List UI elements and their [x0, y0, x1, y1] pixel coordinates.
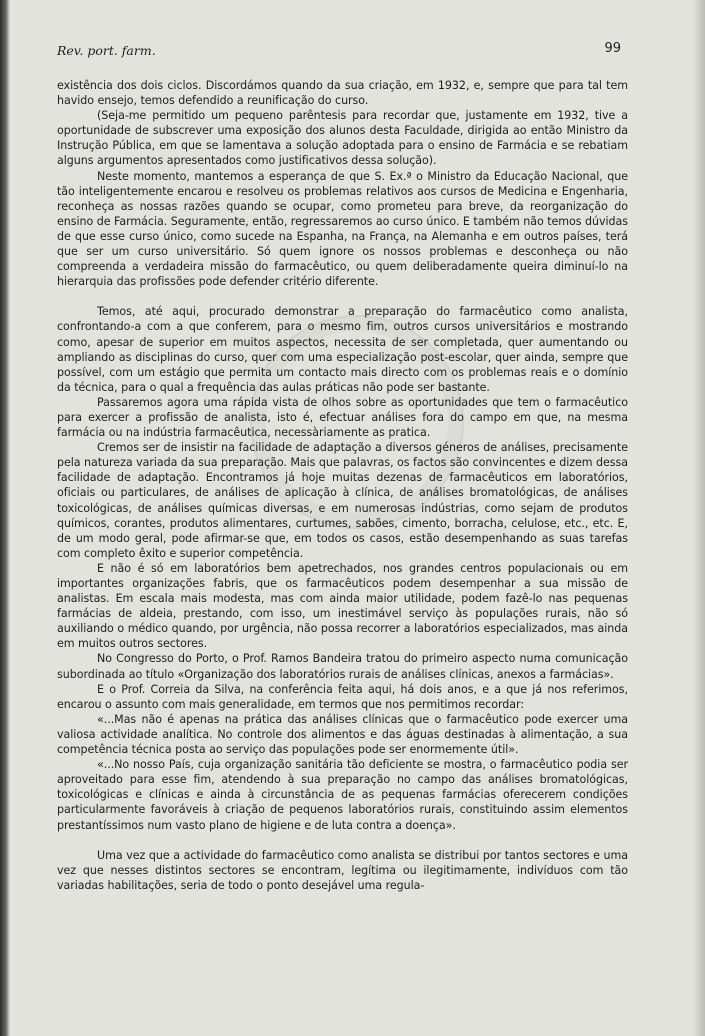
paragraph-4: Temos, até aqui, procurado demonstrar a preparação do farmacêutico como analista, confrontando-a com a que conferem, para o mesmo fim, outros cursos universitários e mostrando como, apesar de superior em muitos aspectos, necessita de ser completada, quer aumentando ou ampliando as disciplinas do curso, quer com uma especialização post-escolar, quer ainda, sempre que possível, com um estágio que permita um contacto mais directo com os problemas reais e o domínio da técnica, para o qual a frequência das aulas práticas não pode ser bastante. [57, 305, 628, 394]
paragraph-5: Passaremos agora uma rápida vista de olhos sobre as oportunidades que tem o farmacêutico para exercer a profissão de analista, isto é, efectuar análises fora do campo em que, na mesma farmácia ou na indústria farmacêutica, necessàriamente as pratica. [57, 395, 628, 440]
paragraph-9: E o Prof. Correia da Silva, na conferência feita aqui, há dois anos, e a que já nos referimos, encarou o assunto com mais generalidade, em termos que nos permitimos recordar: [57, 682, 628, 711]
running-header [57, 41, 621, 61]
page-number: 99 [604, 41, 621, 56]
paragraph-1: existência dos dois ciclos. Discordámos quando da sua criação, em 1932, e, sempre que para tal tem havido ensejo, temos defendido a reunificação do curso. [57, 79, 628, 108]
article-body [57, 78, 628, 893]
paragraph-10: Uma vez que a actividade do farmacêutico como analista se distribui por tantos sectores e uma vez que nesses distintos sectores se encontram, legítima ou ilegitimamente, indivíduos com tão variadas habilitações, seria de todo o ponto desejável uma regula- [57, 848, 628, 892]
paragraph-8: No Congresso do Porto, o Prof. Ramos Bandeira tratou do primeiro aspecto numa comunicação subordinada ao título «Organização dos laboratórios rurais de análises clínicas, anexos a farmácias». [57, 652, 628, 681]
paragraph-2: (Seja-me permitido um pequeno parêntesis para recordar que, justamente em 1932, tive a oportunidade de subscrever uma exposição dos alunos desta Faculdade, dirigida ao então Ministro da Instrução Pública, em que se lamentava a solução adoptada para o ensino de Farmácia e se rebatiam alguns argumentos apresentados como justificativos dessa solução). [57, 109, 628, 168]
journal-title: Rev. port. farm. [57, 43, 156, 58]
paragraph-7: E não é só em laboratórios bem apetrechados, nos grandes centros populacionais ou em importantes organizações fabris, que os farmacêuticos podem desempenhar a sua missão de analistas. Em escala mais modesta, mas com ainda maior utilidade, podem fazê-lo nas pequenas farmácias de aldeia, prestando, com isso, um inestimável serviço às populações rurais, não só auxiliando o médico quando, por urgência, não possa recorrer a laboratórios especializados, mas ainda em muitos outros sectores. [57, 561, 628, 651]
quote-1: «...Mas não é apenas na prática das análises clínicas que o farmacêutico pode exercer uma valiosa actividade analítica. No controle dos alimentos e das águas destinadas à alimentação, a sua competência técnica posta ao serviço das populações pode ser enormemente útil». [57, 712, 628, 757]
paragraph-6: Cremos ser de insistir na facilidade de adaptação a diversos géneros de análises, precisamente pela natureza variada da sua preparação. Mais que palavras, os factos são convincentes e dizem dessa facilidade de adaptação. Encontramos já hoje muitas dezenas de farmacêuticos em laboratórios, oficiais ou particulares, de análises de aplicação à clínica, de análises bromatológicas, de análises toxicológicas, de análises químicas diversas, e em numerosas indústrias, como sejam de produtos químicos, corantes, produtos alimentares, curtumes, sabões, cimento, borracha, celulose, etc., etc. E, de um modo geral, pode afirmar-se que, em todos os casos, estão desempenhando as suas tarefas com completo êxito e superior competência. [57, 441, 628, 560]
paragraph-3: Neste momento, mantemos a esperança de que S. Ex.ª o Ministro da Educação Nacional, que tão inteligentemente encarou e resolveu os problemas relativos aos cursos de Medicina e Engenharia, reconheça as nossas razões quando se ocupar, como prometeu para breve, da reorganização do ensino de Farmácia. Seguramente, então, regressaremos ao curso único. E também não temos dúvidas de que esse curso único, como sucede na Espanha, na França, na Alemanha e em outros países, terá que ser um curso universitário. Só quem ignore os nossos problemas e desconheça ou não compreenda a verdadeira missão do farmacêutico, ou quem deliberadamente queira diminuí-lo na hierarquia das profissões pode defender critério diferente. [57, 169, 628, 289]
quote-2: «...No nosso País, cuja organização sanitária tão deficiente se mostra, o farmacêutico podia ser aproveitado para esse fim, atendendo à sua preparação no campo das análises bromatológicas, toxicológicas e clínicas e ainda à circunstância de as pequenas farmácias oferecerem condições particularmente favoráveis à criação de pequenos laboratórios rurais, constituindo assim elementos prestantíssimos num vasto plano de higiene e de luta contra a doença». [57, 758, 628, 832]
